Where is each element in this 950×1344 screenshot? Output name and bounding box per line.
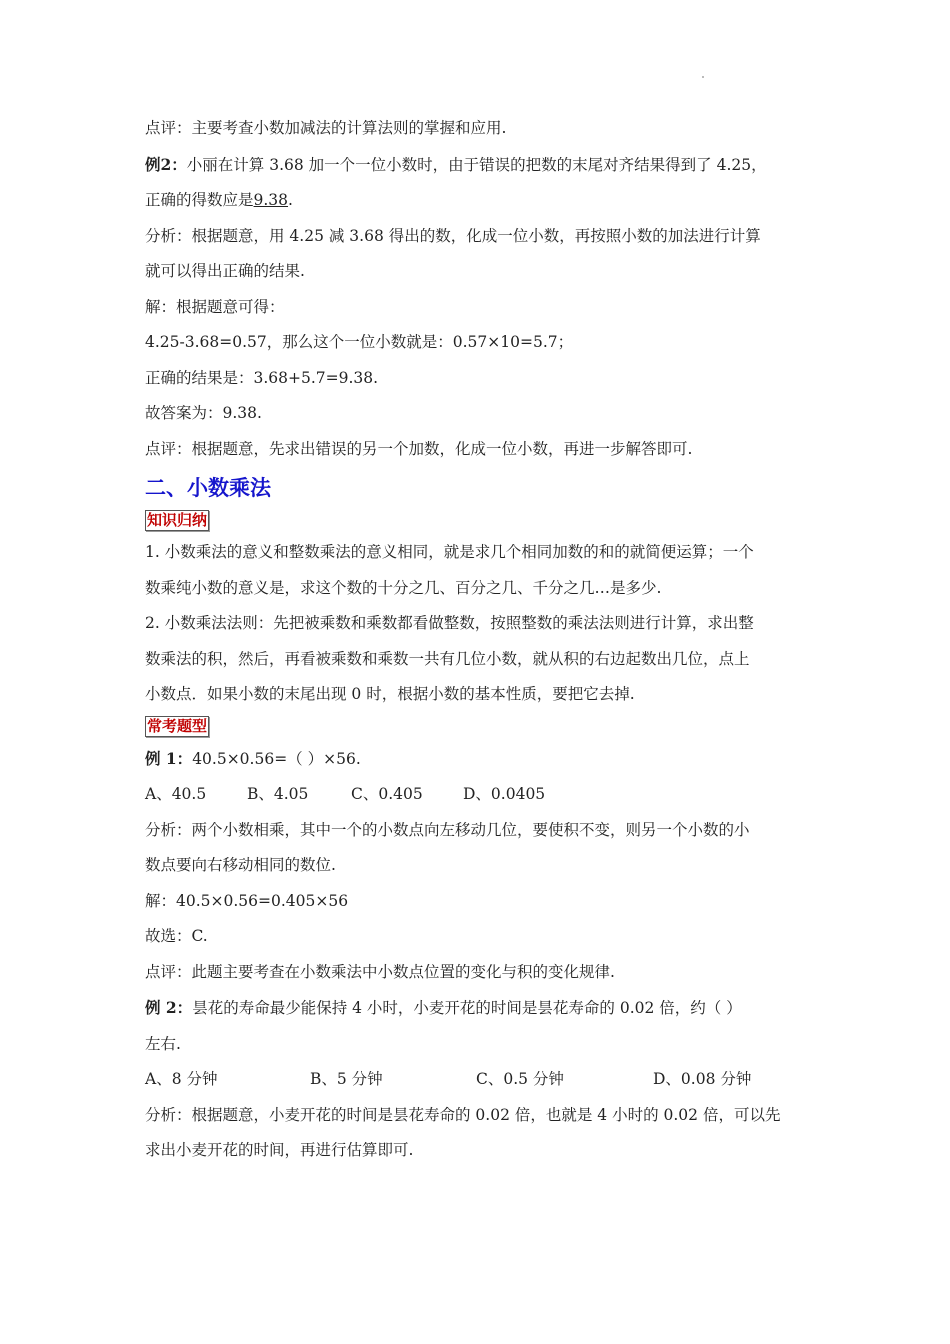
- solution-line: 解：根据题意可得：: [145, 297, 285, 316]
- example-label: 例 1：: [145, 748, 193, 768]
- answer-line: [145, 183, 810, 219]
- question-text: 昙花的寿命最少能保持 4 小时，小麦开花的时间是昙花寿命的 0.02 倍，约（ ）: [192, 999, 742, 1017]
- option-d: D、0.0405: [463, 785, 546, 803]
- option-a: A、8 分钟: [145, 1070, 218, 1088]
- option-d: D、0.08 分钟: [653, 1070, 752, 1088]
- document-body: [145, 111, 810, 1169]
- question-continuation: 左右.: [145, 1034, 181, 1053]
- example-1-question: [145, 741, 810, 778]
- review-line: 点评：根据题意，先求出错误的另一个加数，化成一位小数，再进一步解答即可.: [145, 439, 693, 458]
- example-label: 例2：: [145, 154, 187, 174]
- knowledge-line: 2. 小数乘法法则：先把被乘数和乘数都看做整数，按照整数的乘法法则进行计算，求出整: [145, 614, 754, 632]
- option-c: C、0.405: [351, 785, 423, 803]
- analysis-line: 分析：两个小数相乘，其中一个的小数点向左移动几位，要使积不变，则另一个小数的小: [145, 820, 750, 839]
- section-heading: 二、小数乘法: [145, 475, 271, 500]
- header-dot: [702, 76, 704, 78]
- common-questions-label-row: [145, 713, 810, 739]
- option-c: C、0.5 分钟: [476, 1070, 564, 1088]
- option-b: B、4.05: [247, 785, 309, 803]
- question-text: 小丽在计算 3.68 加一个一位小数时，由于错误的把数的末尾对齐结果得到了 4.25，: [186, 155, 767, 174]
- conclusion-line: 故答案为：9.38.: [145, 404, 262, 422]
- example-label: 例 2：: [145, 998, 193, 1017]
- solution-line: 解：40.5×0.56=0.405×56: [145, 891, 349, 910]
- solution-line: 正确的结果是：3.68+5.7=9.38.: [145, 368, 379, 387]
- example-2b-question: [145, 990, 810, 1027]
- knowledge-line: 数乘纯小数的意义是，求这个数的十分之几、百分之几、千分之几…是多少.: [145, 578, 662, 597]
- review-line: 点评：主要考查小数加减法的计算法则的掌握和应用.: [145, 119, 507, 137]
- knowledge-line: 小数点．如果小数的末尾出现 0 时，根据小数的基本性质，要把它去掉.: [145, 685, 635, 703]
- answer-suffix: .: [288, 191, 293, 209]
- review-line: 点评：此题主要考查在小数乘法中小数点位置的变化与积的变化规律.: [145, 962, 615, 981]
- option-b: B、5 分钟: [310, 1070, 383, 1088]
- analysis-line: 数点要向右移动相同的数位.: [145, 856, 336, 874]
- analysis-line: 求出小麦开花的时间，再进行估算即可.: [145, 1141, 414, 1159]
- conclusion-line: 故选：C.: [145, 927, 208, 945]
- analysis-line: 就可以得出正确的结果.: [145, 262, 305, 280]
- common-questions-label: 常考题型: [147, 716, 208, 735]
- example-1-options: [145, 777, 810, 813]
- example-2b-options: [145, 1062, 810, 1098]
- knowledge-summary-label-row: [145, 507, 810, 533]
- answer-prefix: 正确的得数应是: [145, 191, 254, 209]
- question-text: 40.5×0.56=（ ）×56.: [192, 749, 361, 768]
- knowledge-line: 1. 小数乘法的意义和整数乘法的意义相同，就是求几个相同加数的和的就简便运算；一个: [145, 543, 754, 561]
- solution-line: 4.25-3.68=0.57，那么这个一位小数就是：0.57×10=5.7；: [145, 333, 574, 351]
- knowledge-line: 数乘法的积，然后，再看被乘数和乘数一共有几位小数，就从积的右边起数出几位，点上: [145, 649, 750, 668]
- knowledge-summary-label: 知识归纳: [147, 511, 208, 529]
- analysis-line: 分析：根据题意，用 4.25 减 3.68 得出的数，化成一位小数，再按照小数的加法进行计算: [145, 226, 761, 245]
- analysis-line: 分析：根据题意，小麦开花的时间是昙花寿命的 0.02 倍，也就是 4 小时的 0.02 倍，可以先: [145, 1105, 781, 1124]
- example-2-question: [145, 147, 810, 184]
- answer-value: 9.38: [253, 191, 289, 209]
- option-a: A、40.5: [145, 785, 207, 803]
